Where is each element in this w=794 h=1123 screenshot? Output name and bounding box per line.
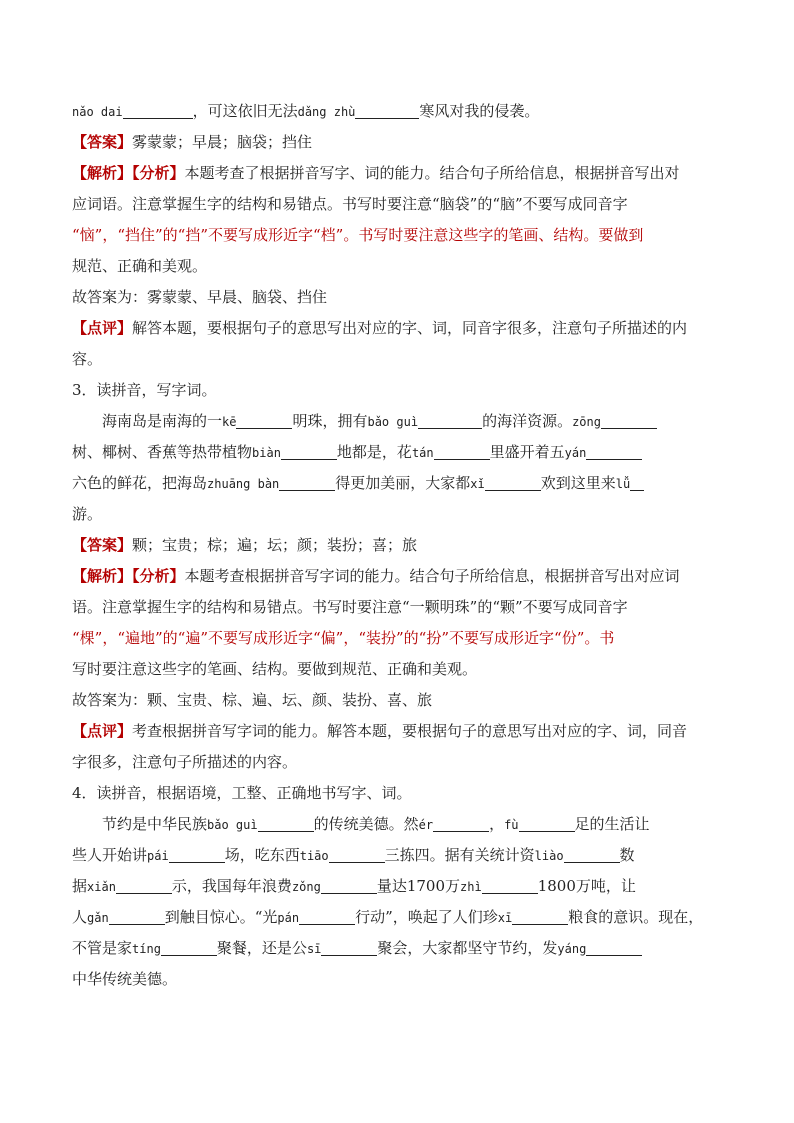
pinyin: zhuāng bàn — [207, 477, 280, 491]
q3-line-4: 游。 — [72, 505, 103, 523]
q2-analysis-line-1: 【解析】【分析】本题考查了根据拼音写字、词的能力。结合句子所给信息，根据拼音写出对 — [72, 164, 680, 182]
pinyin: kē — [222, 415, 237, 429]
q2-analysis-line-2: 应词语。注意掌握生字的结构和易错点。书写时要注意“脑袋”的“脑”不要写成同音字 — [72, 195, 628, 213]
q3-final-answer: 故答案为：颗、宝贵、棕、遍、坛、颜、装扮、喜、旅 — [72, 691, 433, 709]
q2-comment-line-1: 【点评】解答本题，要根据句子的意思写出对应的字、词，同音字很多，注意句子所描述的内 — [72, 319, 688, 337]
q3-analysis-line-1: 【解析】【分析】本题考查根据拼音写字词的能力。结合句子所给信息，根据拼音写出对应词 — [72, 567, 680, 585]
q3-analysis-line-2: 语。注意掌握生字的结构和易错点。书写时要注意“一颗明珠”的“颗”不要写成同音字 — [72, 598, 628, 616]
pinyin: yán — [564, 446, 587, 460]
pinyin: fù — [504, 818, 519, 832]
pinyin: dǎng zhù — [297, 105, 356, 119]
answer-blank[interactable] — [434, 443, 490, 460]
pinyin: sī — [306, 942, 322, 956]
q3-comment-line-2: 字很多，注意句子所描述的内容。 — [72, 753, 298, 771]
answer-blank[interactable] — [485, 474, 541, 491]
answer-blank[interactable] — [109, 908, 165, 925]
q3-line-1: 海南岛是南海的一kē 明珠，拥有bǎo guì 的海洋资源。zōng — [72, 406, 724, 437]
q2-analysis-line-4: 规范、正确和美观。 — [72, 257, 208, 275]
answer-blank[interactable] — [519, 815, 575, 832]
answer-blank[interactable] — [169, 846, 225, 863]
answer-blank[interactable] — [586, 443, 642, 460]
answer-blank[interactable] — [564, 846, 620, 863]
q2-final-answer: 故答案为：雾蒙蒙、早晨、脑袋、挡住 — [72, 288, 328, 306]
pinyin: biàn — [252, 446, 281, 460]
pinyin: pái — [147, 849, 169, 863]
answer-blank[interactable] — [482, 877, 538, 894]
pinyin: zōng — [572, 415, 601, 429]
answer-blank[interactable] — [418, 412, 482, 429]
q4-line-1: 节约是中华民族bǎo guì 的传统美德。然ér ，fù 足的生活让 — [102, 815, 650, 833]
answer-blank[interactable] — [299, 908, 355, 925]
answer-blank[interactable] — [601, 412, 657, 429]
answer-blank[interactable] — [512, 908, 568, 925]
answer-blank[interactable] — [281, 443, 337, 460]
q2-sentence-line: nǎo dai ，可这依旧无法dǎng zhù 寒风对我的侵袭。 — [72, 102, 540, 120]
q3-comment-line-1: 【点评】考查根据拼音写字词的能力。解答本题，要根据句子的意思写出对应的字、词，同音 — [72, 722, 688, 740]
q2-comment-line-2: 容。 — [72, 350, 103, 368]
pinyin: liào — [534, 849, 564, 863]
q3-analysis-line-3: “棵”，“遍地”的“遍”不要写成形近字“偏”，“装扮”的“扮”不要写成形近字“份”。书 — [72, 629, 615, 647]
pinyin: lǚ — [615, 477, 631, 491]
pinyin: bǎo guì — [367, 415, 419, 429]
q4-line-3: 据xiǎn 示，我国每年浪费zǒng 量达1700万zhì 1800万吨，让 — [72, 877, 636, 895]
answer-blank[interactable] — [321, 939, 377, 956]
answer-blank[interactable] — [258, 815, 314, 832]
comment-tag: 【点评】 — [72, 319, 133, 337]
answer-blank[interactable] — [116, 877, 172, 894]
answer-blank[interactable] — [433, 815, 489, 832]
answer-tag: 【答案】 — [72, 536, 133, 554]
q2-answer: 【答案】雾蒙蒙；早晨；脑袋；挡住 — [72, 133, 313, 151]
pinyin: xī — [497, 911, 513, 925]
q4-line-6: 中华传统美德。 — [72, 970, 178, 988]
q3-title: 3．读拼音，写字词。 — [72, 381, 217, 399]
answer-blank[interactable] — [630, 474, 644, 491]
answer-blank[interactable] — [279, 474, 335, 491]
pinyin: zǒng — [291, 880, 321, 894]
pinyin: tiāo — [299, 849, 329, 863]
answer-blank[interactable] — [236, 412, 292, 429]
q3-answer: 【答案】颗；宝贵；棕；遍；坛；颜；装扮；喜；旅 — [72, 536, 418, 554]
pinyin: tán — [411, 446, 434, 460]
pinyin: nǎo dai — [72, 105, 123, 119]
q2-analysis-line-3: “恼”，“挡住”的“挡”不要写成形近字“档”。书写时要注意这些字的笔画、结构。要做到 — [72, 226, 644, 244]
q4-line-5: 不管是家tíng 聚餐，还是公sī 聚会，大家都坚守节约，发yáng — [72, 933, 724, 964]
comment-tag: 【点评】 — [72, 722, 133, 740]
analysis-tag: 【解析】【分析】 — [72, 567, 185, 585]
pinyin: ér — [418, 818, 434, 832]
answer-blank[interactable] — [355, 102, 419, 119]
pinyin: tíng — [132, 942, 161, 956]
answer-blank[interactable] — [329, 846, 385, 863]
answer-tag: 【答案】 — [72, 133, 133, 151]
document-page — [72, 96, 724, 995]
q3-analysis-line-4: 写时要注意这些字的笔画、结构。要做到规范、正确和美观。 — [72, 660, 478, 678]
q4-line-2: 些人开始讲pái 场，吃东西tiāo 三拣四。据有关统计资liào 数 — [72, 846, 635, 864]
pinyin: bǎo guì — [207, 818, 258, 832]
q3-line-3: 六色的鲜花，把海岛zhuāng bàn 得更加美丽，大家都xǐ 欢到这里来lǚ — [72, 468, 724, 499]
pinyin: xiǎn — [87, 880, 116, 894]
q3-line-2: 树、椰树、香蕉等热带植物biàn 地都是，花tán 里盛开着五yán — [72, 437, 724, 468]
q4-line-4: 人gǎn 到触目惊心。“光pán 行动”，唤起了人们珍xī 粮食的意识。现在， — [72, 908, 704, 926]
answer-blank[interactable] — [586, 939, 642, 956]
pinyin: yáng — [557, 942, 587, 956]
answer-blank[interactable] — [321, 877, 377, 894]
answer-blank[interactable] — [123, 102, 193, 119]
pinyin: xǐ — [470, 477, 485, 491]
pinyin: pán — [277, 911, 300, 925]
answer-blank[interactable] — [161, 939, 217, 956]
pinyin: gǎn — [87, 911, 109, 925]
analysis-tag: 【解析】【分析】 — [72, 164, 185, 182]
q4-title: 4．读拼音，根据语境，工整、正确地书写字、词。 — [72, 784, 412, 802]
pinyin: zhì — [460, 880, 482, 894]
